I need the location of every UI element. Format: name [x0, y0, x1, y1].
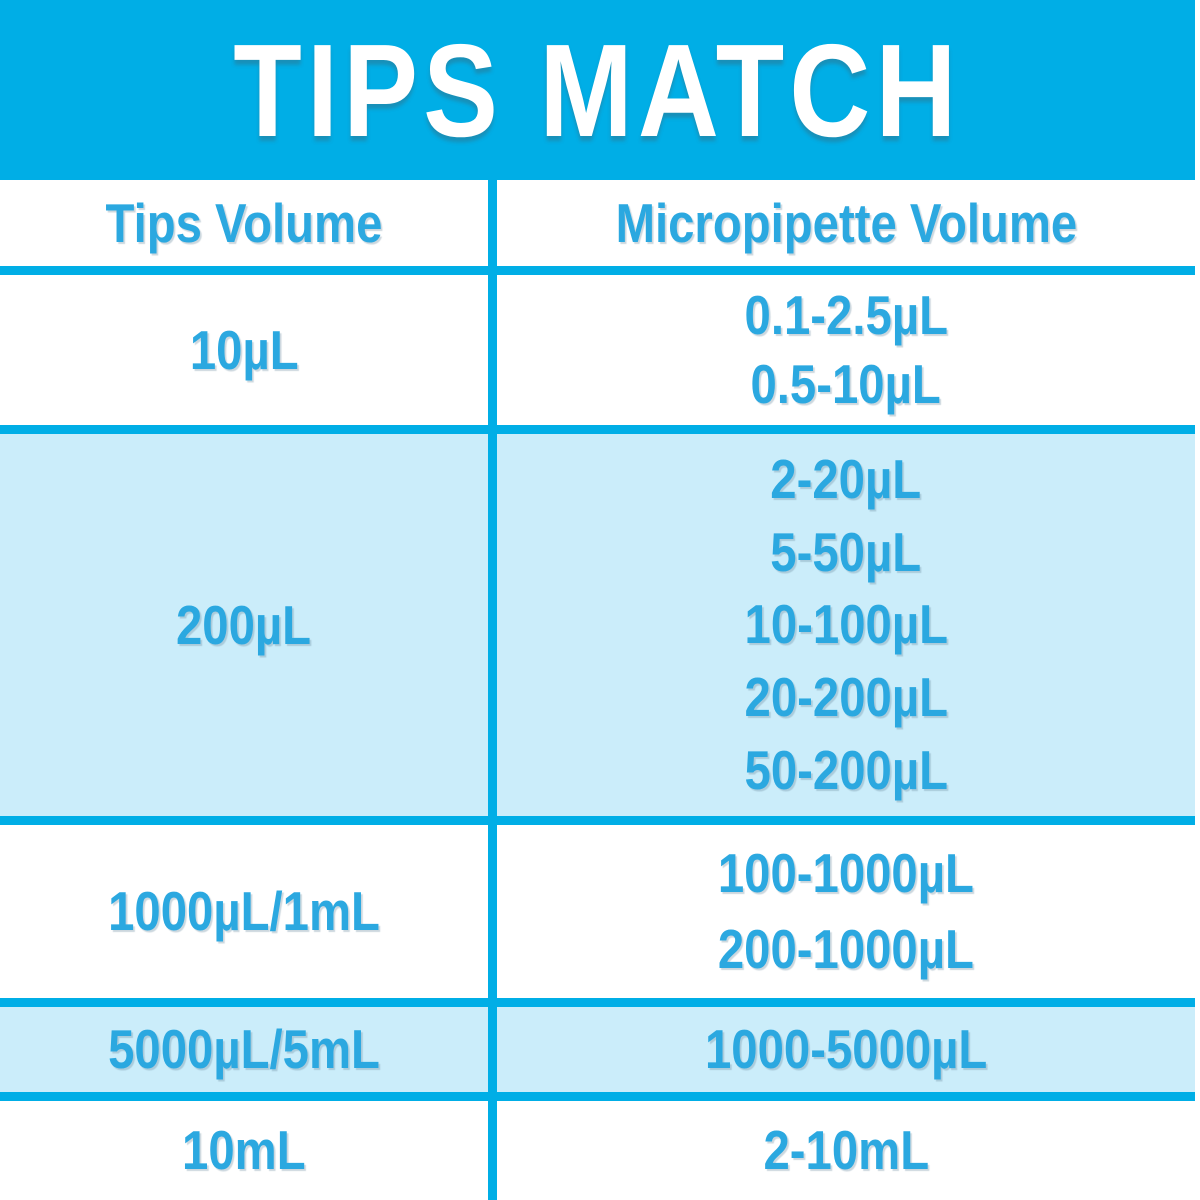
- column-divider: [488, 825, 497, 998]
- tips-volume-value: 10µL: [189, 318, 299, 381]
- table-row: [0, 1101, 1195, 1200]
- column-divider: [488, 275, 497, 425]
- row-separator: [0, 998, 1195, 1007]
- column-divider: [488, 1007, 497, 1092]
- column-header-label: Micropipette Volume: [615, 191, 1077, 254]
- column-header-micropipette-volume: [497, 180, 1195, 266]
- micropipette-value: 100-1000µL: [717, 842, 975, 904]
- column-divider: [488, 434, 497, 816]
- row-separator: [0, 1092, 1195, 1101]
- tips-volume-cell: [0, 1007, 488, 1092]
- table-row: [0, 825, 1195, 998]
- micropipette-value: 0.1-2.5µL: [744, 284, 948, 347]
- tips-volume-value: 1000µL/1mL: [108, 880, 380, 942]
- tips-volume-cell: [0, 1101, 488, 1200]
- tips-match-table: [0, 180, 1195, 1200]
- micropipette-value: 10-100µL: [744, 593, 948, 656]
- tips-volume-cell: [0, 434, 488, 816]
- tips-volume-value: 5000µL/5mL: [108, 1018, 380, 1080]
- micropipette-value: 2-10mL: [763, 1119, 929, 1181]
- micropipette-cell: [497, 434, 1195, 816]
- column-divider: [488, 180, 497, 266]
- page-title: TIPS MATCH: [233, 16, 962, 164]
- tips-volume-cell: [0, 825, 488, 998]
- micropipette-value: 2-20µL: [770, 447, 922, 510]
- micropipette-value: 1000-5000µL: [704, 1018, 988, 1080]
- row-separator: [0, 266, 1195, 275]
- micropipette-cell: [497, 1101, 1195, 1200]
- tips-volume-value: 200µL: [176, 593, 312, 656]
- row-separator: [0, 816, 1195, 825]
- micropipette-cell: [497, 825, 1195, 998]
- table-row: [0, 1007, 1195, 1092]
- table-row: [0, 275, 1195, 425]
- micropipette-value: 200-1000µL: [717, 918, 975, 980]
- micropipette-cell: [497, 275, 1195, 425]
- title-banner: [0, 0, 1195, 180]
- column-header-tips-volume: [0, 180, 488, 266]
- row-separator: [0, 425, 1195, 434]
- micropipette-value: 0.5-10µL: [750, 352, 942, 415]
- tips-volume-value: 10mL: [182, 1119, 306, 1181]
- micropipette-value: 5-50µL: [770, 520, 922, 583]
- column-divider: [488, 1101, 497, 1200]
- tips-volume-cell: [0, 275, 488, 425]
- micropipette-cell: [497, 1007, 1195, 1092]
- column-header-label: Tips Volume: [105, 191, 383, 254]
- micropipette-value: 20-200µL: [744, 666, 948, 729]
- table-row: [0, 434, 1195, 816]
- table-header-row: [0, 180, 1195, 266]
- micropipette-value: 50-200µL: [744, 739, 948, 802]
